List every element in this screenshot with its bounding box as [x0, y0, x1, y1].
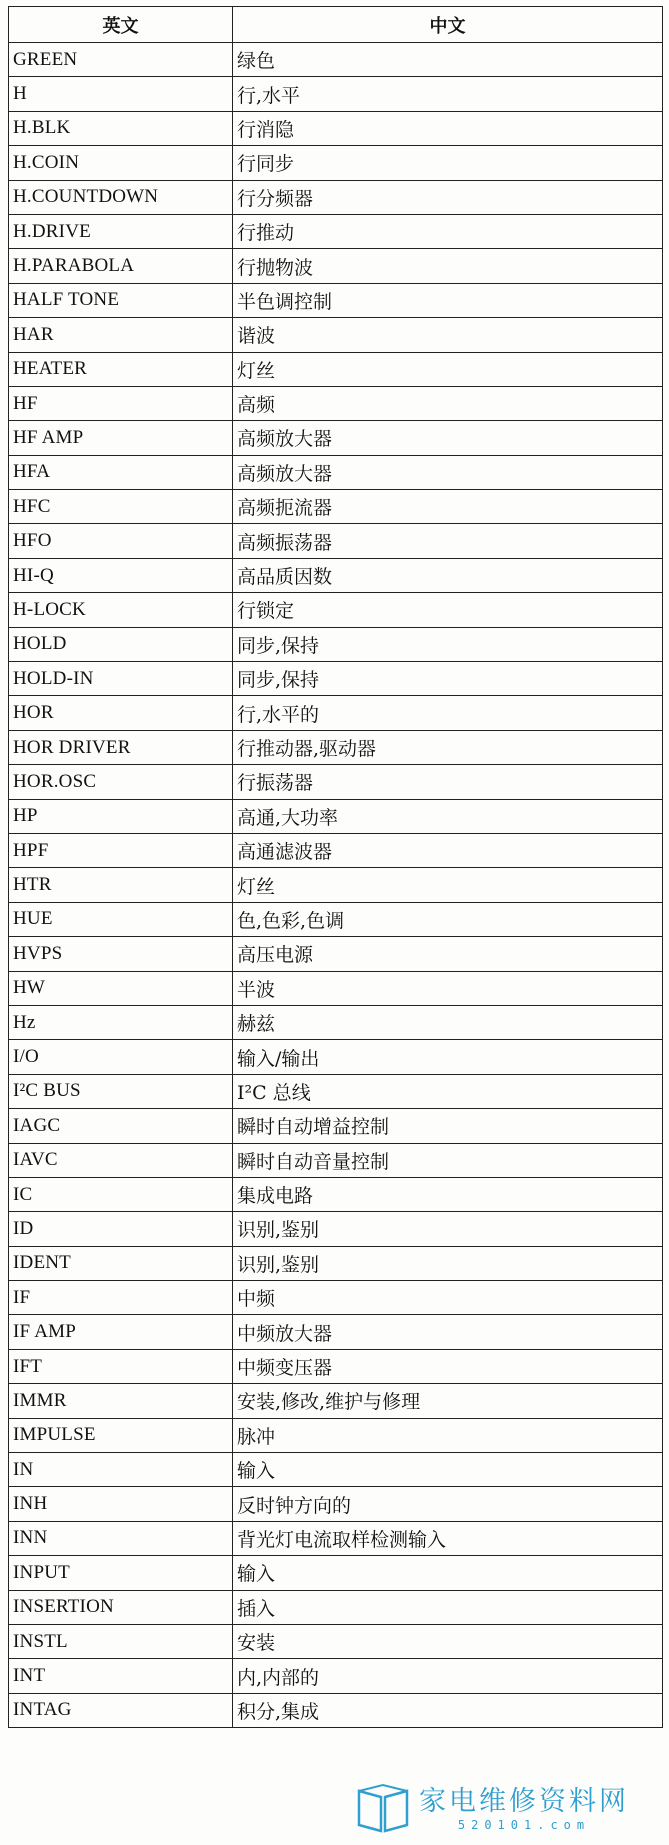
term-english: IFT: [9, 1349, 233, 1383]
term-english: INN: [9, 1521, 233, 1555]
term-chinese: 高频扼流器: [233, 490, 663, 524]
term-chinese: 输入/输出: [233, 1040, 663, 1074]
term-chinese: 背光灯电流取样检测输入: [233, 1521, 663, 1555]
term-chinese: 瞬时自动音量控制: [233, 1143, 663, 1177]
table-row: [9, 1590, 663, 1624]
term-chinese: I²C 总线: [233, 1074, 663, 1108]
term-english: HOLD-IN: [9, 662, 233, 696]
term-english: HVPS: [9, 937, 233, 971]
term-chinese: 行锁定: [233, 593, 663, 627]
term-english: HOLD: [9, 627, 233, 661]
table-row: [9, 627, 663, 661]
term-english: INH: [9, 1487, 233, 1521]
term-chinese: 瞬时自动增益控制: [233, 1109, 663, 1143]
term-chinese: 内,内部的: [233, 1659, 663, 1693]
term-english: HPF: [9, 833, 233, 867]
term-english: IN: [9, 1453, 233, 1487]
table-row: [9, 524, 663, 558]
table-header-row: [9, 7, 663, 43]
table-row: [9, 1624, 663, 1658]
term-chinese: 脉冲: [233, 1418, 663, 1452]
term-english: H.PARABOLA: [9, 249, 233, 283]
term-chinese: 行同步: [233, 146, 663, 180]
term-chinese: 色,色彩,色调: [233, 902, 663, 936]
term-chinese: 行推动: [233, 214, 663, 248]
term-english: HP: [9, 799, 233, 833]
table-row: [9, 43, 663, 77]
term-english: IDENT: [9, 1246, 233, 1280]
term-english: HUE: [9, 902, 233, 936]
term-english: HFC: [9, 490, 233, 524]
table-row: [9, 283, 663, 317]
term-english: INSTL: [9, 1624, 233, 1658]
term-chinese: 积分,集成: [233, 1693, 663, 1727]
term-english: INT: [9, 1659, 233, 1693]
watermark-url: 520101.com: [457, 1818, 591, 1832]
table-row: [9, 111, 663, 145]
term-english: H.DRIVE: [9, 214, 233, 248]
term-chinese: 行消隐: [233, 111, 663, 145]
term-english: HAR: [9, 318, 233, 352]
term-chinese: 半色调控制: [233, 283, 663, 317]
table-row: [9, 662, 663, 696]
term-english: H.COIN: [9, 146, 233, 180]
table-row: [9, 1143, 663, 1177]
term-chinese: 行振荡器: [233, 765, 663, 799]
site-watermark: [355, 1779, 655, 1839]
term-chinese: 插入: [233, 1590, 663, 1624]
table-row: [9, 1659, 663, 1693]
term-chinese: 识别,鉴别: [233, 1246, 663, 1280]
term-chinese: 高频放大器: [233, 421, 663, 455]
table-row: [9, 558, 663, 592]
term-chinese: 行分频器: [233, 180, 663, 214]
term-english: ID: [9, 1212, 233, 1246]
term-english: HOR: [9, 696, 233, 730]
table-body: [9, 43, 663, 1728]
term-chinese: 高频: [233, 386, 663, 420]
term-english: IC: [9, 1177, 233, 1211]
table-row: [9, 1521, 663, 1555]
term-english: HF: [9, 386, 233, 420]
table-row: [9, 490, 663, 524]
term-chinese: 行,水平: [233, 77, 663, 111]
term-english: IF: [9, 1281, 233, 1315]
term-chinese: 集成电路: [233, 1177, 663, 1211]
watermark-site-name: 家电维修资料网: [419, 1786, 629, 1817]
term-english: HALF TONE: [9, 283, 233, 317]
table-row: [9, 902, 663, 936]
term-english: GREEN: [9, 43, 233, 77]
term-chinese: 赫兹: [233, 1005, 663, 1039]
term-english: IAVC: [9, 1143, 233, 1177]
table-row: [9, 1453, 663, 1487]
term-english: IF AMP: [9, 1315, 233, 1349]
term-english: HF AMP: [9, 421, 233, 455]
term-chinese: 输入: [233, 1453, 663, 1487]
table-row: [9, 318, 663, 352]
table-row: [9, 937, 663, 971]
header-chinese: 中文: [233, 7, 663, 43]
table-row: [9, 1177, 663, 1211]
term-chinese: 中频: [233, 1281, 663, 1315]
table-row: [9, 799, 663, 833]
table-row: [9, 214, 663, 248]
table-row: [9, 868, 663, 902]
table-row: [9, 352, 663, 386]
term-english: H: [9, 77, 233, 111]
term-chinese: 高频放大器: [233, 455, 663, 489]
term-english: HI-Q: [9, 558, 233, 592]
table-row: [9, 1281, 663, 1315]
term-english: H-LOCK: [9, 593, 233, 627]
term-english: HOR DRIVER: [9, 730, 233, 764]
table-row: [9, 1349, 663, 1383]
term-english: IMPULSE: [9, 1418, 233, 1452]
table-row: [9, 1005, 663, 1039]
term-english: IMMR: [9, 1384, 233, 1418]
term-english: IAGC: [9, 1109, 233, 1143]
term-english: INSERTION: [9, 1590, 233, 1624]
term-english: HW: [9, 971, 233, 1005]
table-row: [9, 696, 663, 730]
table-row: [9, 1418, 663, 1452]
term-english: HEATER: [9, 352, 233, 386]
term-english: INTAG: [9, 1693, 233, 1727]
term-chinese: 灯丝: [233, 352, 663, 386]
term-chinese: 反时钟方向的: [233, 1487, 663, 1521]
table-row: [9, 180, 663, 214]
term-chinese: 高品质因数: [233, 558, 663, 592]
term-chinese: 行,水平的: [233, 696, 663, 730]
term-chinese: 输入: [233, 1556, 663, 1590]
table-row: [9, 1556, 663, 1590]
table-row: [9, 730, 663, 764]
term-chinese: 中频放大器: [233, 1315, 663, 1349]
table-row: [9, 1384, 663, 1418]
header-english: 英文: [9, 7, 233, 43]
term-english: HTR: [9, 868, 233, 902]
glossary-table: [8, 6, 663, 1728]
term-chinese: 半波: [233, 971, 663, 1005]
table-row: [9, 1040, 663, 1074]
book-logo-icon: [355, 1783, 411, 1835]
term-english: INPUT: [9, 1556, 233, 1590]
term-english: H.COUNTDOWN: [9, 180, 233, 214]
term-english: HOR.OSC: [9, 765, 233, 799]
term-chinese: 同步,保持: [233, 627, 663, 661]
term-chinese: 绿色: [233, 43, 663, 77]
term-english: I/O: [9, 1040, 233, 1074]
term-chinese: 识别,鉴别: [233, 1212, 663, 1246]
table-row: [9, 765, 663, 799]
table-row: [9, 833, 663, 867]
term-chinese: 行推动器,驱动器: [233, 730, 663, 764]
table-row: [9, 1212, 663, 1246]
table-row: [9, 1074, 663, 1108]
table-row: [9, 77, 663, 111]
term-chinese: 灯丝: [233, 868, 663, 902]
term-english: HFO: [9, 524, 233, 558]
table-row: [9, 971, 663, 1005]
term-english: Hz: [9, 1005, 233, 1039]
table-row: [9, 146, 663, 180]
term-chinese: 高通,大功率: [233, 799, 663, 833]
table-row: [9, 1487, 663, 1521]
term-english: HFA: [9, 455, 233, 489]
table-row: [9, 1246, 663, 1280]
table-row: [9, 386, 663, 420]
table-row: [9, 421, 663, 455]
term-chinese: 同步,保持: [233, 662, 663, 696]
term-chinese: 谐波: [233, 318, 663, 352]
term-chinese: 中频变压器: [233, 1349, 663, 1383]
term-chinese: 高通滤波器: [233, 833, 663, 867]
table-row: [9, 455, 663, 489]
term-chinese: 行抛物波: [233, 249, 663, 283]
table-row: [9, 1315, 663, 1349]
term-english: H.BLK: [9, 111, 233, 145]
term-english: I²C BUS: [9, 1074, 233, 1108]
table-row: [9, 593, 663, 627]
term-chinese: 安装,修改,维护与修理: [233, 1384, 663, 1418]
table-row: [9, 1109, 663, 1143]
table-row: [9, 249, 663, 283]
term-chinese: 高频振荡器: [233, 524, 663, 558]
term-chinese: 高压电源: [233, 937, 663, 971]
term-chinese: 安装: [233, 1624, 663, 1658]
table-row: [9, 1693, 663, 1727]
